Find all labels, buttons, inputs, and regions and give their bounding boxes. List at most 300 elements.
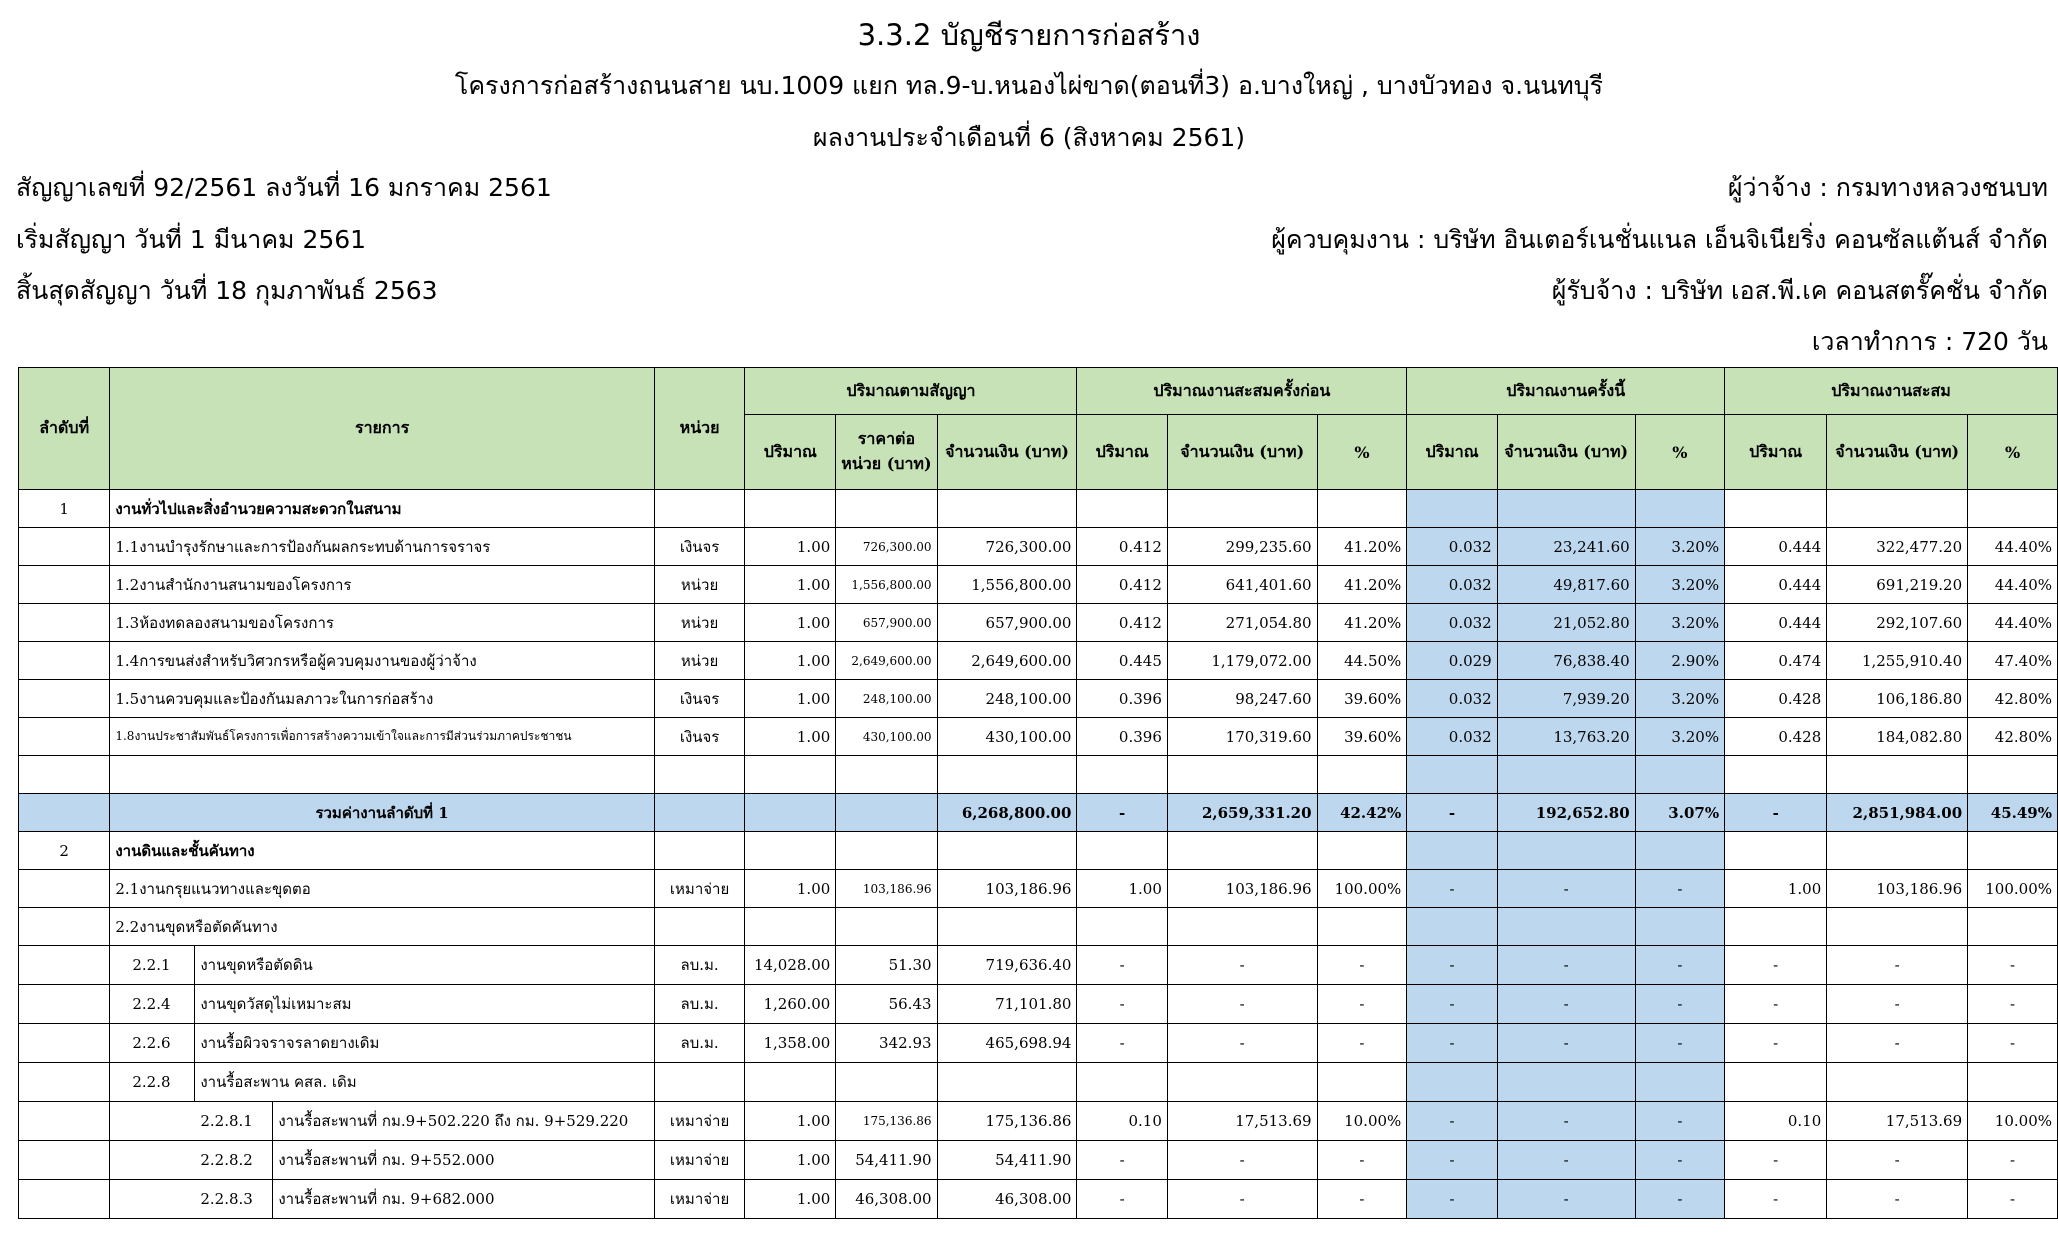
page-title: 3.3.2 บัญชีรายการก่อสร้าง [857, 18, 1201, 52]
cell-pa: 1,179,072.00 [1167, 642, 1317, 680]
cell-ta: 13,763.20 [1497, 718, 1635, 756]
cell-ta [1497, 908, 1635, 946]
table-row [19, 1141, 2058, 1180]
cell-tq: - [1407, 1024, 1497, 1063]
cell-ca: 6,268,800.00 [937, 794, 1077, 832]
item-code: 2.2.8 [132, 1073, 171, 1091]
cell-unit: เงินจร [654, 680, 745, 718]
col-item: รายการ [110, 368, 654, 490]
cell-sa: 106,186.80 [1827, 680, 1968, 718]
cell-unit: หน่วย [654, 642, 745, 680]
cell-tq: 0.032 [1407, 718, 1497, 756]
cell-pa [1167, 832, 1317, 870]
cell-tp: - [1635, 870, 1724, 908]
row-number [19, 908, 110, 946]
cell-pp: 41.20% [1317, 528, 1407, 566]
cell-pp: 39.60% [1317, 680, 1407, 718]
cell-sa: 2,851,984.00 [1827, 794, 1968, 832]
row-number [19, 680, 110, 718]
cell-sp: - [1968, 1024, 2058, 1063]
col-qty: ปริมาณ [745, 415, 836, 490]
group-cumulative: ปริมาณงานสะสม [1725, 368, 2058, 415]
cell-pq: 0.10 [1077, 1102, 1167, 1141]
cell-sq [1725, 908, 1827, 946]
cell-sp [1968, 490, 2058, 528]
cell-pq: 0.396 [1077, 718, 1167, 756]
cell-cq: 1.00 [745, 680, 836, 718]
cell-pq [1077, 1063, 1167, 1102]
cell-ta: - [1497, 1102, 1635, 1141]
cell-tq: 0.032 [1407, 566, 1497, 604]
cell-cp: 2,649,600.00 [836, 642, 937, 680]
table-row [19, 908, 2058, 946]
row-number [19, 1063, 110, 1102]
cell-tp: - [1635, 1180, 1724, 1219]
cell-pq: 0.412 [1077, 528, 1167, 566]
cell-sa [1827, 756, 1968, 794]
cell-cq [745, 490, 836, 528]
row-item [110, 946, 654, 985]
row-item: 1.5งานควบคุมและป้องกันมลภาวะในการก่อสร้าง [110, 680, 654, 718]
cell-sa: 1,255,910.40 [1827, 642, 1968, 680]
table-row [19, 794, 2058, 832]
row-number [19, 1102, 110, 1141]
cell-ca: 46,308.00 [937, 1180, 1077, 1219]
cell-ta: 7,939.20 [1497, 680, 1635, 718]
cell-unit: เงินจร [654, 718, 745, 756]
col-percent: % [1968, 415, 2058, 490]
cell-ta: - [1497, 1141, 1635, 1180]
cell-pq: - [1077, 794, 1167, 832]
cell-sp: 10.00% [1968, 1102, 2058, 1141]
cell-pa: 103,186.96 [1167, 870, 1317, 908]
cell-pa: 17,513.69 [1167, 1102, 1317, 1141]
item-code: 2.2.8.1 [200, 1112, 253, 1130]
table-row [19, 604, 2058, 642]
table-row [19, 642, 2058, 680]
cell-cp: 657,900.00 [836, 604, 937, 642]
cell-pp: 39.60% [1317, 718, 1407, 756]
table-row [19, 985, 2058, 1024]
row-number [19, 528, 110, 566]
cell-cp: 103,186.96 [836, 870, 937, 908]
item-code: 2.2.8.3 [200, 1190, 253, 1208]
cell-pp: - [1317, 946, 1407, 985]
cell-sa: - [1827, 1024, 1968, 1063]
group-contract: ปริมาณตามสัญญา [745, 368, 1077, 415]
cell-sq: - [1725, 1141, 1827, 1180]
cell-tp: 3.20% [1635, 604, 1724, 642]
table-row [19, 566, 2058, 604]
cell-pa: 98,247.60 [1167, 680, 1317, 718]
item-label: งานรื้อสะพานที่ กม. 9+682.000 [272, 1180, 494, 1218]
cell-unit [654, 794, 745, 832]
item-label: งานขุดวัสดุไม่เหมาะสม [194, 985, 351, 1023]
cell-tp: - [1635, 946, 1724, 985]
cell-sp: - [1968, 1180, 2058, 1219]
cell-sq: - [1725, 946, 1827, 985]
cell-sp [1968, 832, 2058, 870]
contract-number: สัญญาเลขที่ 92/2561 ลงวันที่ 16 มกราคม 2561 [16, 173, 552, 202]
cell-sa: 691,219.20 [1827, 566, 1968, 604]
cell-sq: 0.428 [1725, 680, 1827, 718]
cell-unit [654, 490, 745, 528]
cell-ca [937, 1063, 1077, 1102]
cell-cp: 430,100.00 [836, 718, 937, 756]
cell-ca: 103,186.96 [937, 870, 1077, 908]
contract-end: สิ้นสุดสัญญา วันที่ 18 กุมภาพันธ์ 2563 [16, 276, 438, 305]
cell-pa [1167, 908, 1317, 946]
cell-sa: 292,107.60 [1827, 604, 1968, 642]
cell-ta: - [1497, 1180, 1635, 1219]
row-number [19, 1180, 110, 1219]
cell-unit [654, 1063, 745, 1102]
cell-sa [1827, 490, 1968, 528]
cell-sp: 47.40% [1968, 642, 2058, 680]
cell-sp: 44.40% [1968, 604, 2058, 642]
cell-pq [1077, 908, 1167, 946]
cell-tq [1407, 756, 1497, 794]
employer: ผู้ว่าจ้าง : กรมทางหลวงชนบท [1727, 173, 2048, 202]
cell-tq: - [1407, 1180, 1497, 1219]
cell-tp: 3.20% [1635, 528, 1724, 566]
cell-sq: - [1725, 794, 1827, 832]
cell-ta: - [1497, 1024, 1635, 1063]
row-number [19, 604, 110, 642]
cell-sp: 44.40% [1968, 528, 2058, 566]
cell-ta [1497, 832, 1635, 870]
row-number [19, 946, 110, 985]
row-item [110, 1024, 654, 1063]
cell-pp: 41.20% [1317, 566, 1407, 604]
cell-tq: - [1407, 946, 1497, 985]
row-number: 2 [19, 832, 110, 870]
cell-sa: - [1827, 946, 1968, 985]
col-amount: จำนวนเงิน (บาท) [1827, 415, 1968, 490]
cell-pp [1317, 490, 1407, 528]
cell-ca: 175,136.86 [937, 1102, 1077, 1141]
cell-pp: 44.50% [1317, 642, 1407, 680]
table-row [19, 832, 2058, 870]
cell-pp: - [1317, 1180, 1407, 1219]
cell-sa: 17,513.69 [1827, 1102, 1968, 1141]
cell-cp: 342.93 [836, 1024, 937, 1063]
row-item [110, 1141, 654, 1180]
cell-sa: - [1827, 985, 1968, 1024]
cell-cp [836, 756, 937, 794]
cell-sq: - [1725, 1180, 1827, 1219]
row-item: 1.3ห้องทดลองสนามของโครงการ [110, 604, 654, 642]
cell-sa [1827, 832, 1968, 870]
cell-pa: - [1167, 985, 1317, 1024]
cell-sa: 322,477.20 [1827, 528, 1968, 566]
cell-pq: 0.445 [1077, 642, 1167, 680]
group-previous: ปริมาณงานสะสมครั้งก่อน [1077, 368, 1407, 415]
cell-sq [1725, 490, 1827, 528]
cell-sq: 0.444 [1725, 604, 1827, 642]
table-row [19, 718, 2058, 756]
cell-pa [1167, 756, 1317, 794]
cell-cq: 1.00 [745, 718, 836, 756]
table-row [19, 946, 2058, 985]
cell-pa: - [1167, 1141, 1317, 1180]
cell-unit: เงินจร [654, 528, 745, 566]
cell-sq [1725, 1063, 1827, 1102]
cell-ta: 76,838.40 [1497, 642, 1635, 680]
cell-ca: 719,636.40 [937, 946, 1077, 985]
cell-unit [654, 832, 745, 870]
cell-pq: 1.00 [1077, 870, 1167, 908]
col-percent: % [1317, 415, 1407, 490]
cell-tp: - [1635, 1102, 1724, 1141]
cell-pq: - [1077, 1180, 1167, 1219]
cell-cp [836, 832, 937, 870]
row-number [19, 985, 110, 1024]
supervisor: ผู้ควบคุมงาน : บริษัท อินเตอร์เนชั่นแนล เอ็นจิเนียริ่ง คอนซัลแต้นส์ จำกัด [1271, 225, 2048, 254]
row-item: 1.1งานบำรุงรักษาและการป้องกันผลกระทบด้านการจราจร [110, 528, 654, 566]
cell-sa: 103,186.96 [1827, 870, 1968, 908]
cell-tp [1635, 756, 1724, 794]
cell-ca [937, 908, 1077, 946]
cell-pa [1167, 1063, 1317, 1102]
col-percent: % [1635, 415, 1724, 490]
table-row [19, 756, 2058, 794]
cell-cp: 54,411.90 [836, 1141, 937, 1180]
cell-cq: 1.00 [745, 1180, 836, 1219]
cell-tp: 2.90% [1635, 642, 1724, 680]
cell-cp: 1,556,800.00 [836, 566, 937, 604]
cell-unit [654, 756, 745, 794]
table-row [19, 1102, 2058, 1141]
row-item [110, 1063, 654, 1102]
cell-pp: - [1317, 985, 1407, 1024]
cell-ta: - [1497, 946, 1635, 985]
row-number [19, 794, 110, 832]
cell-pq [1077, 490, 1167, 528]
cell-unit: หน่วย [654, 566, 745, 604]
cell-pp: 41.20% [1317, 604, 1407, 642]
cell-ca: 2,649,600.00 [937, 642, 1077, 680]
cell-ta: 192,652.80 [1497, 794, 1635, 832]
cell-ca [937, 756, 1077, 794]
cell-cp [836, 1063, 937, 1102]
cell-sa [1827, 1063, 1968, 1102]
cell-sp: 42.80% [1968, 718, 2058, 756]
cell-cq: 1,260.00 [745, 985, 836, 1024]
cell-sp: - [1968, 985, 2058, 1024]
cell-tq: - [1407, 985, 1497, 1024]
cell-ca: 657,900.00 [937, 604, 1077, 642]
cell-cq: 1.00 [745, 870, 836, 908]
cell-unit: เหมาจ่าย [654, 1180, 745, 1219]
col-unit-price: ราคาต่อ หน่วย (บาท) [836, 415, 937, 490]
cell-cq: 1.00 [745, 528, 836, 566]
cell-cq: 1.00 [745, 642, 836, 680]
cell-unit: เหมาจ่าย [654, 870, 745, 908]
cell-sq: - [1725, 985, 1827, 1024]
cell-ta: 23,241.60 [1497, 528, 1635, 566]
cell-sa [1827, 908, 1968, 946]
cell-cq [745, 908, 836, 946]
cell-pp: 10.00% [1317, 1102, 1407, 1141]
cell-cq [745, 1063, 836, 1102]
cell-pp: - [1317, 1141, 1407, 1180]
cell-cp: 51.30 [836, 946, 937, 985]
cell-sq: 0.474 [1725, 642, 1827, 680]
col-qty: ปริมาณ [1407, 415, 1497, 490]
cell-ta [1497, 756, 1635, 794]
item-code: 2.2.8.2 [200, 1151, 253, 1169]
row-number [19, 566, 110, 604]
cell-sp [1968, 908, 2058, 946]
cell-tp [1635, 832, 1724, 870]
row-item [110, 1180, 654, 1219]
cell-unit: ลบ.ม. [654, 1024, 745, 1063]
row-item: 2.1งานกรุยแนวทางและขุดตอ [110, 870, 654, 908]
cell-sq: 0.444 [1725, 528, 1827, 566]
cell-tq: 0.029 [1407, 642, 1497, 680]
cell-pp: - [1317, 1024, 1407, 1063]
cell-tp: - [1635, 985, 1724, 1024]
cell-sp: 42.80% [1968, 680, 2058, 718]
cell-ta [1497, 490, 1635, 528]
cell-pq [1077, 832, 1167, 870]
cell-tq: 0.032 [1407, 528, 1497, 566]
cell-sq: 0.10 [1725, 1102, 1827, 1141]
cell-pp: 100.00% [1317, 870, 1407, 908]
cell-sa: - [1827, 1180, 1968, 1219]
table-row [19, 1024, 2058, 1063]
project-name: โครงการก่อสร้างถนนสาย นบ.1009 แยก ทล.9-บ.หนองไผ่ขาด(ตอนที่3) อ.บางใหญ่ , บางบัวทอง จ.นนทบุรี [454, 71, 1604, 100]
cell-cq [745, 832, 836, 870]
cell-tp: 3.20% [1635, 680, 1724, 718]
cell-tp: 3.20% [1635, 718, 1724, 756]
table-row [19, 870, 2058, 908]
cell-cq: 1,358.00 [745, 1024, 836, 1063]
cell-tq: - [1407, 1141, 1497, 1180]
cell-pp [1317, 756, 1407, 794]
cell-tq: - [1407, 1102, 1497, 1141]
cell-cp [836, 794, 937, 832]
table-row [19, 1180, 2058, 1219]
cell-pa: 2,659,331.20 [1167, 794, 1317, 832]
cell-unit: ลบ.ม. [654, 985, 745, 1024]
cell-pq: 0.412 [1077, 604, 1167, 642]
col-unit: หน่วย [654, 368, 745, 490]
cell-pa: - [1167, 946, 1317, 985]
cell-tp: - [1635, 1141, 1724, 1180]
cell-cq: 1.00 [745, 566, 836, 604]
cell-unit: ลบ.ม. [654, 946, 745, 985]
cell-cp [836, 490, 937, 528]
item-code: 2.2.4 [132, 995, 171, 1013]
row-item: 1.4การขนส่งสำหรับวิศวกรหรือผู้ควบคุมงานของผู้ว่าจ้าง [110, 642, 654, 680]
col-amount: จำนวนเงิน (บาท) [937, 415, 1077, 490]
cell-pq: - [1077, 985, 1167, 1024]
row-item: 1.8งานประชาสัมพันธ์โครงการเพื่อการสร้างความเข้าใจและการมีส่วนร่วมภาคประชาชน [110, 718, 654, 756]
cell-sp: - [1968, 1141, 2058, 1180]
row-item [110, 985, 654, 1024]
cell-ca: 71,101.80 [937, 985, 1077, 1024]
cell-sq [1725, 832, 1827, 870]
cell-pa: 170,319.60 [1167, 718, 1317, 756]
item-label: งานรื้อสะพานที่ กม.9+502.220 ถึง กม. 9+529.220 [272, 1102, 628, 1140]
row-item: งานดินและชั้นคันทาง [110, 832, 654, 870]
table-row [19, 680, 2058, 718]
item-label: งานขุดหรือตัดดิน [194, 946, 312, 984]
item-code: 2.2.6 [132, 1034, 171, 1052]
row-item: งานทั่วไปและสิ่งอำนวยความสะดวกในสนาม [110, 490, 654, 528]
cell-tp: 3.20% [1635, 566, 1724, 604]
col-qty: ปริมาณ [1725, 415, 1827, 490]
row-item: 2.2งานขุดหรือตัดคันทาง [110, 908, 654, 946]
cell-pq: 0.396 [1077, 680, 1167, 718]
cell-cq [745, 794, 836, 832]
cell-unit: หน่วย [654, 604, 745, 642]
cell-ca [937, 832, 1077, 870]
cell-tq: - [1407, 794, 1497, 832]
cell-pq: 0.412 [1077, 566, 1167, 604]
table-row [19, 528, 2058, 566]
cell-cq [745, 756, 836, 794]
item-code: 2.2.1 [132, 956, 171, 974]
cell-cq: 1.00 [745, 604, 836, 642]
cell-ca [937, 490, 1077, 528]
cell-cp: 726,300.00 [836, 528, 937, 566]
cell-pa: - [1167, 1024, 1317, 1063]
cell-cp: 56.43 [836, 985, 937, 1024]
row-number [19, 756, 110, 794]
cell-sp [1968, 1063, 2058, 1102]
cell-ta: 21,052.80 [1497, 604, 1635, 642]
cell-pq [1077, 756, 1167, 794]
cell-tp [1635, 490, 1724, 528]
row-number [19, 1024, 110, 1063]
cell-sp: 44.40% [1968, 566, 2058, 604]
item-label: งานรื้อผิวจราจรลาดยางเดิม [194, 1024, 379, 1062]
cell-pp: 42.42% [1317, 794, 1407, 832]
cell-sa: - [1827, 1141, 1968, 1180]
cell-ca: 430,100.00 [937, 718, 1077, 756]
cell-pa [1167, 490, 1317, 528]
cell-unit [654, 908, 745, 946]
cell-tp: 3.07% [1635, 794, 1724, 832]
cell-sq: 0.428 [1725, 718, 1827, 756]
cell-cq: 1.00 [745, 1141, 836, 1180]
cell-cp: 175,136.86 [836, 1102, 937, 1141]
cell-cp: 46,308.00 [836, 1180, 937, 1219]
group-this-period: ปริมาณงานครั้งนี้ [1407, 368, 1725, 415]
row-number: 1 [19, 490, 110, 528]
cell-sp: - [1968, 946, 2058, 985]
cell-tq: 0.032 [1407, 604, 1497, 642]
cell-pa: - [1167, 1180, 1317, 1219]
cell-sp: 100.00% [1968, 870, 2058, 908]
cell-pa: 271,054.80 [1167, 604, 1317, 642]
report-period: ผลงานประจำเดือนที่ 6 (สิงหาคม 2561) [812, 123, 1246, 152]
col-no: ลำดับที่ [19, 368, 110, 490]
cell-ca: 54,411.90 [937, 1141, 1077, 1180]
row-number [19, 1141, 110, 1180]
table-row [19, 1063, 2058, 1102]
col-amount: จำนวนเงิน (บาท) [1497, 415, 1635, 490]
row-item: รวมค่างานลำดับที่ 1 [110, 794, 654, 832]
row-item [110, 1102, 654, 1141]
cell-tq: 0.032 [1407, 680, 1497, 718]
cell-tq [1407, 832, 1497, 870]
cell-sq [1725, 756, 1827, 794]
cell-tq [1407, 490, 1497, 528]
